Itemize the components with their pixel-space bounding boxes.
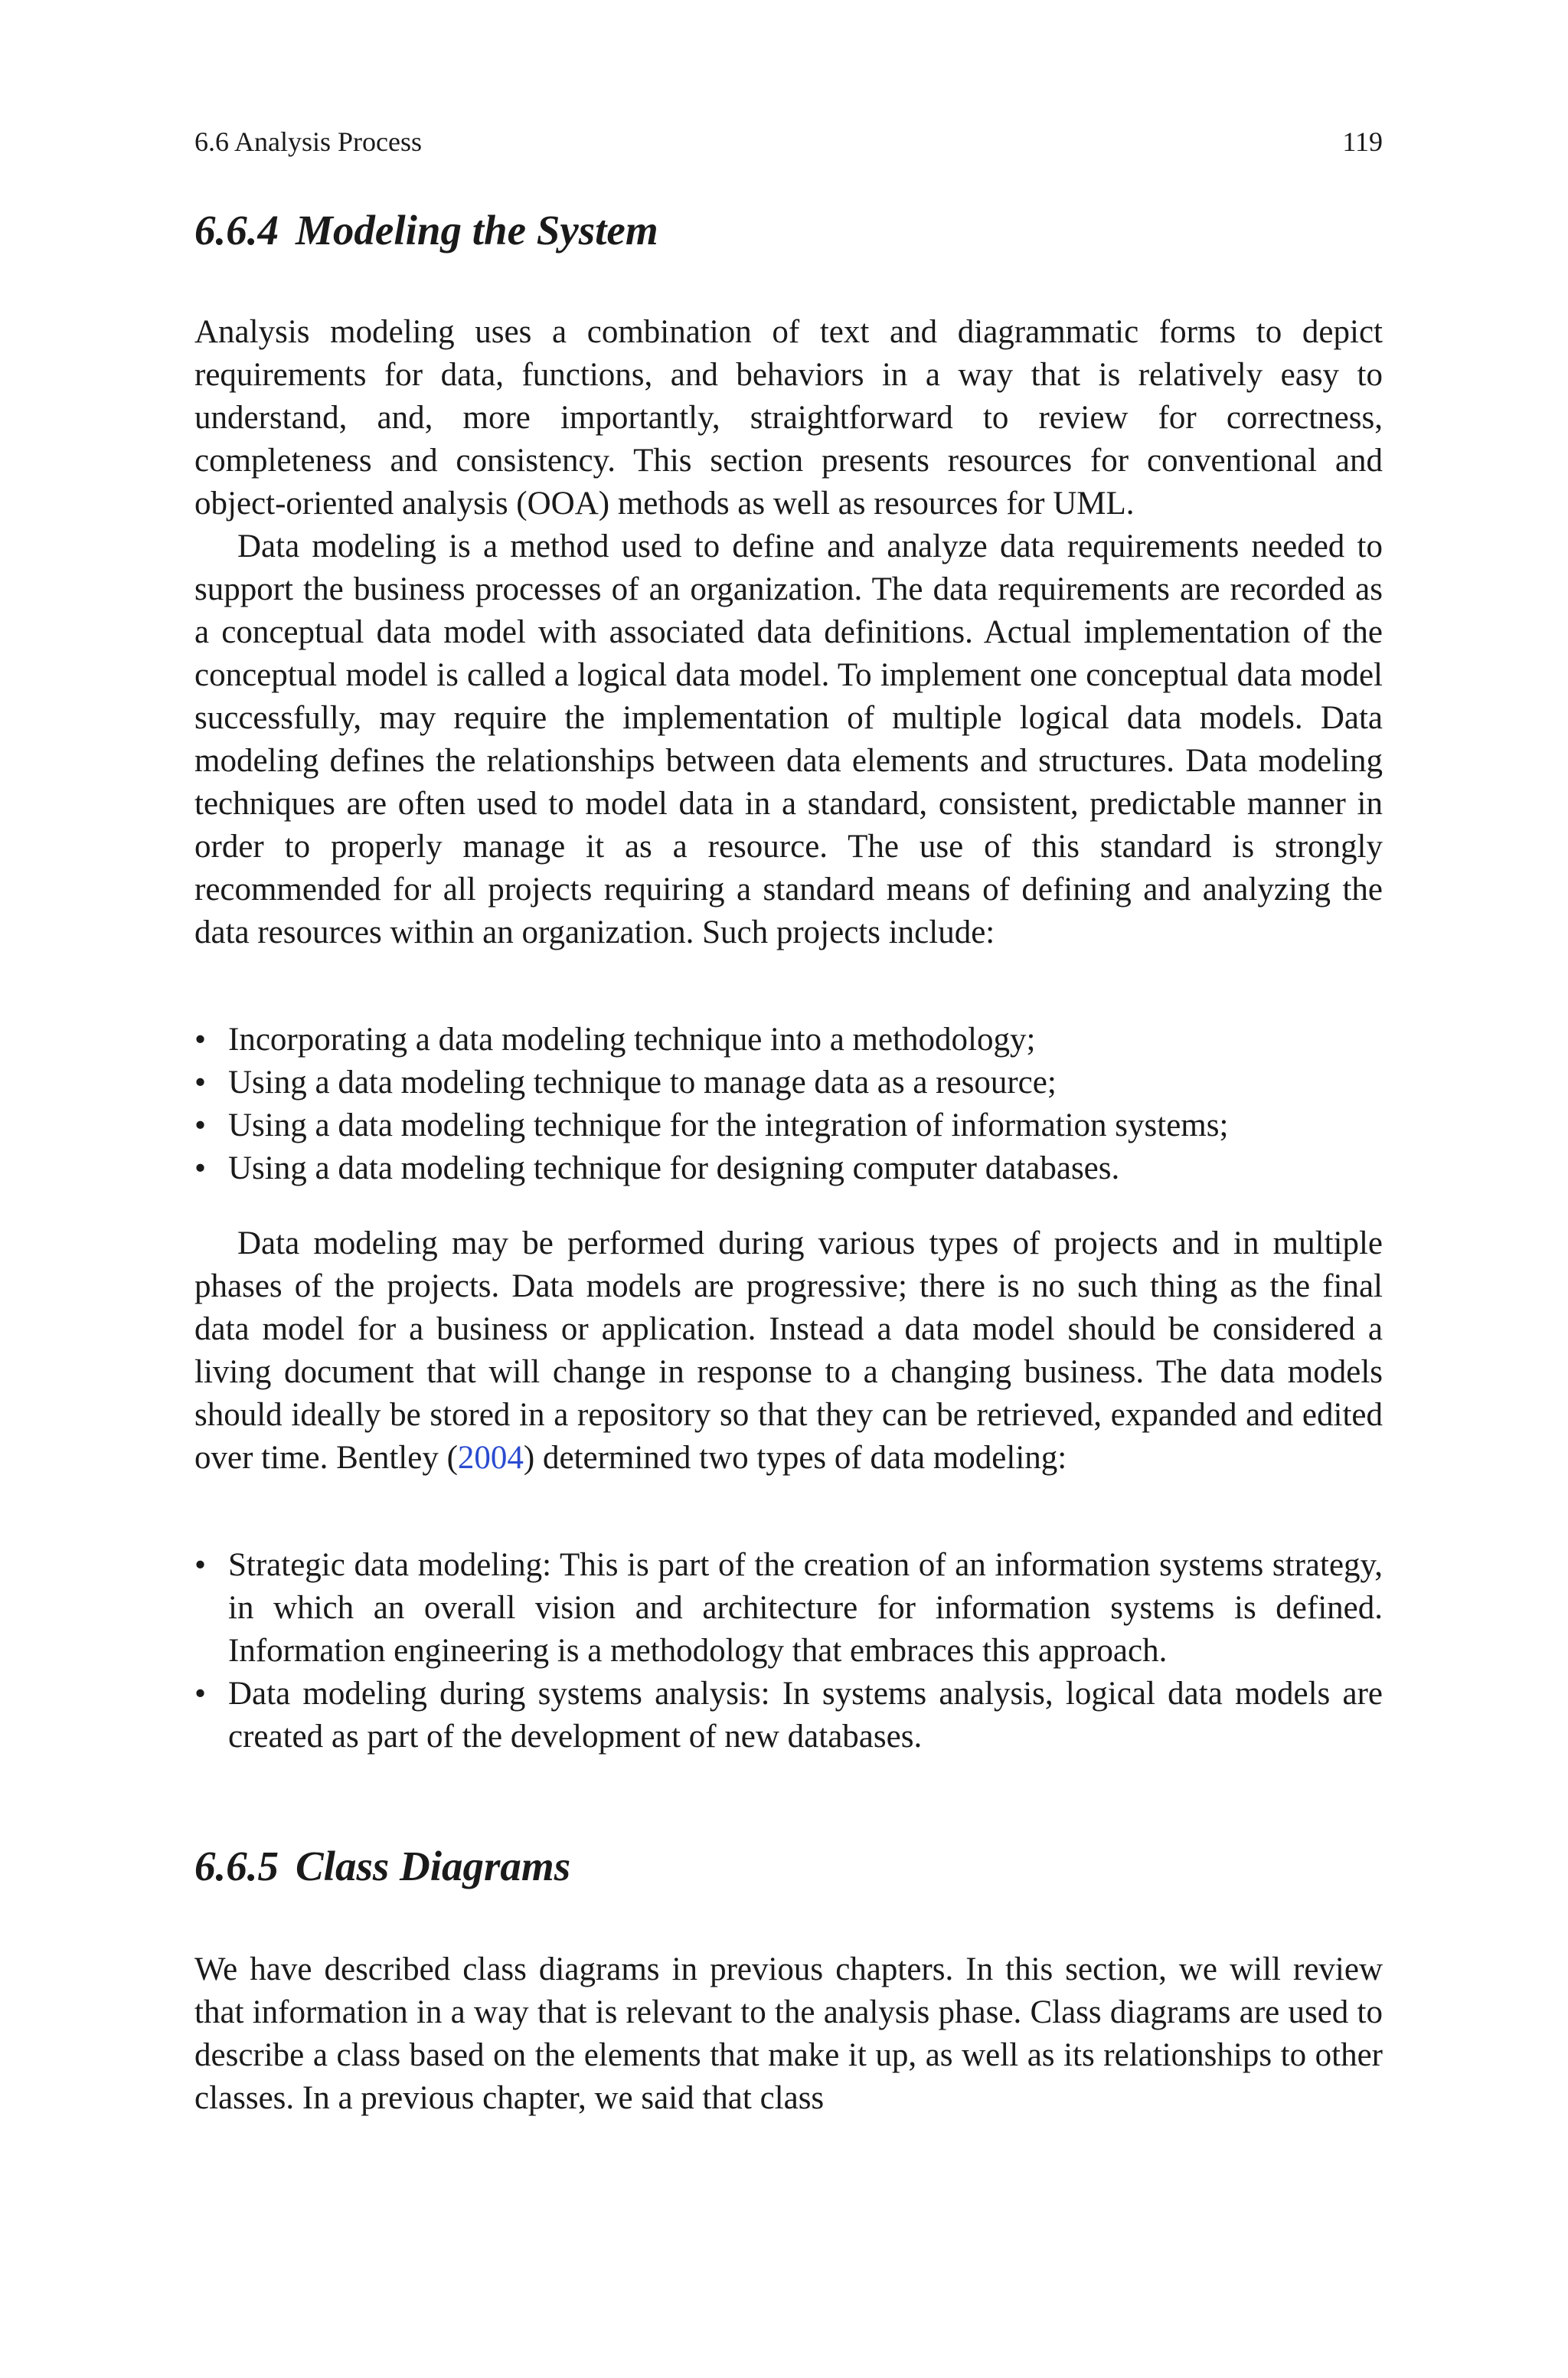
list-item: • Using a data modeling technique for the integration of information systems; — [194, 1104, 1383, 1147]
bullet-list-modeling-types — [194, 1544, 1383, 1758]
bullet-icon: • — [194, 1107, 207, 1143]
citation-link-bentley-2004[interactable]: 2004 — [457, 1440, 524, 1476]
running-head-section: 6.6 Analysis Process — [194, 126, 422, 157]
section-title: Modeling the System — [296, 207, 658, 254]
bullet-icon: • — [194, 1150, 207, 1186]
section-title: Class Diagrams — [296, 1843, 571, 1889]
paragraph-class-diagrams: We have described class diagrams in previous chapters. In this section, we will review that information in a way that is relevant to the analysis phase. Class diagrams are used to describe a class based on the elements that make it up, as well as its relationships to other classes. In a previous chapter, we said that class — [194, 1951, 1383, 2116]
list-item: • Strategic data modeling: This is part of the creation of an information systems strategy, in which an overall vision and architecture for information systems is defined. Information engineering is a methodology that embraces this approach. — [194, 1544, 1383, 1673]
paragraph-data-modeling: Data modeling is a method used to define and analyze data requirements needed to support the business processes of an organization. The data requirements are recorded as a conceptual data model with associated data definitions. Actual implementation of the conceptual model is called a logical data model. To implement one conceptual data model successfully, may require the implementation of multiple logical data models. Data modeling defines the relationships between data elements and structures. Data modeling techniques are often used to model data in a standard, consistent, predictable manner in order to properly manage it as a resource. The use of this standard is strongly recommended for all projects requiring a standard means of defining and analyzing the data resources within an organization. Such projects include: — [194, 528, 1383, 950]
section-number: 6.6.5 — [194, 1843, 279, 1889]
section-heading-6-6-4 — [194, 204, 1383, 257]
list-item: • Incorporating a data modeling technique into a methodology; — [194, 1019, 1383, 1061]
bullet-list-projects — [194, 1019, 1383, 1190]
section-heading-6-6-5 — [194, 1840, 1383, 1893]
list-item: • Using a data modeling technique for designing computer databases. — [194, 1147, 1383, 1190]
bullet-icon: • — [194, 1676, 207, 1712]
page-number: 119 — [1342, 126, 1383, 157]
paragraph-progressive-models: Data modeling may be performed during various types of projects and in multiple phases of the projects. Data models are progressive; there is no such thing as the final data model for a business or application. Instead a data model should be considered a living document that will change in response to a changing business. The data models should ideally be stored in a repository so that they can be retrieved, expanded and edited over time. Bentley (2004) determined two types of data modeling: — [194, 1225, 1383, 1476]
running-head — [194, 123, 1383, 161]
list-item: • Data modeling during systems analysis: In systems analysis, logical data models are created as part of the development of new databases. — [194, 1673, 1383, 1758]
paragraph-analysis-modeling: Analysis modeling uses a combination of text and diagrammatic forms to depict requirements for data, functions, and behaviors in a way that is relatively easy to understand, and, more importantly, straightforward to review for correctness, completeness and consistency. This section presents resources for conventional and object-oriented analysis (OOA) methods as well as resources for UML. — [194, 314, 1383, 522]
bullet-icon: • — [194, 1022, 207, 1058]
list-item: • Using a data modeling technique to manage data as a resource; — [194, 1061, 1383, 1104]
bullet-icon: • — [194, 1547, 207, 1583]
bullet-icon: • — [194, 1065, 207, 1101]
section-number: 6.6.4 — [194, 207, 279, 254]
